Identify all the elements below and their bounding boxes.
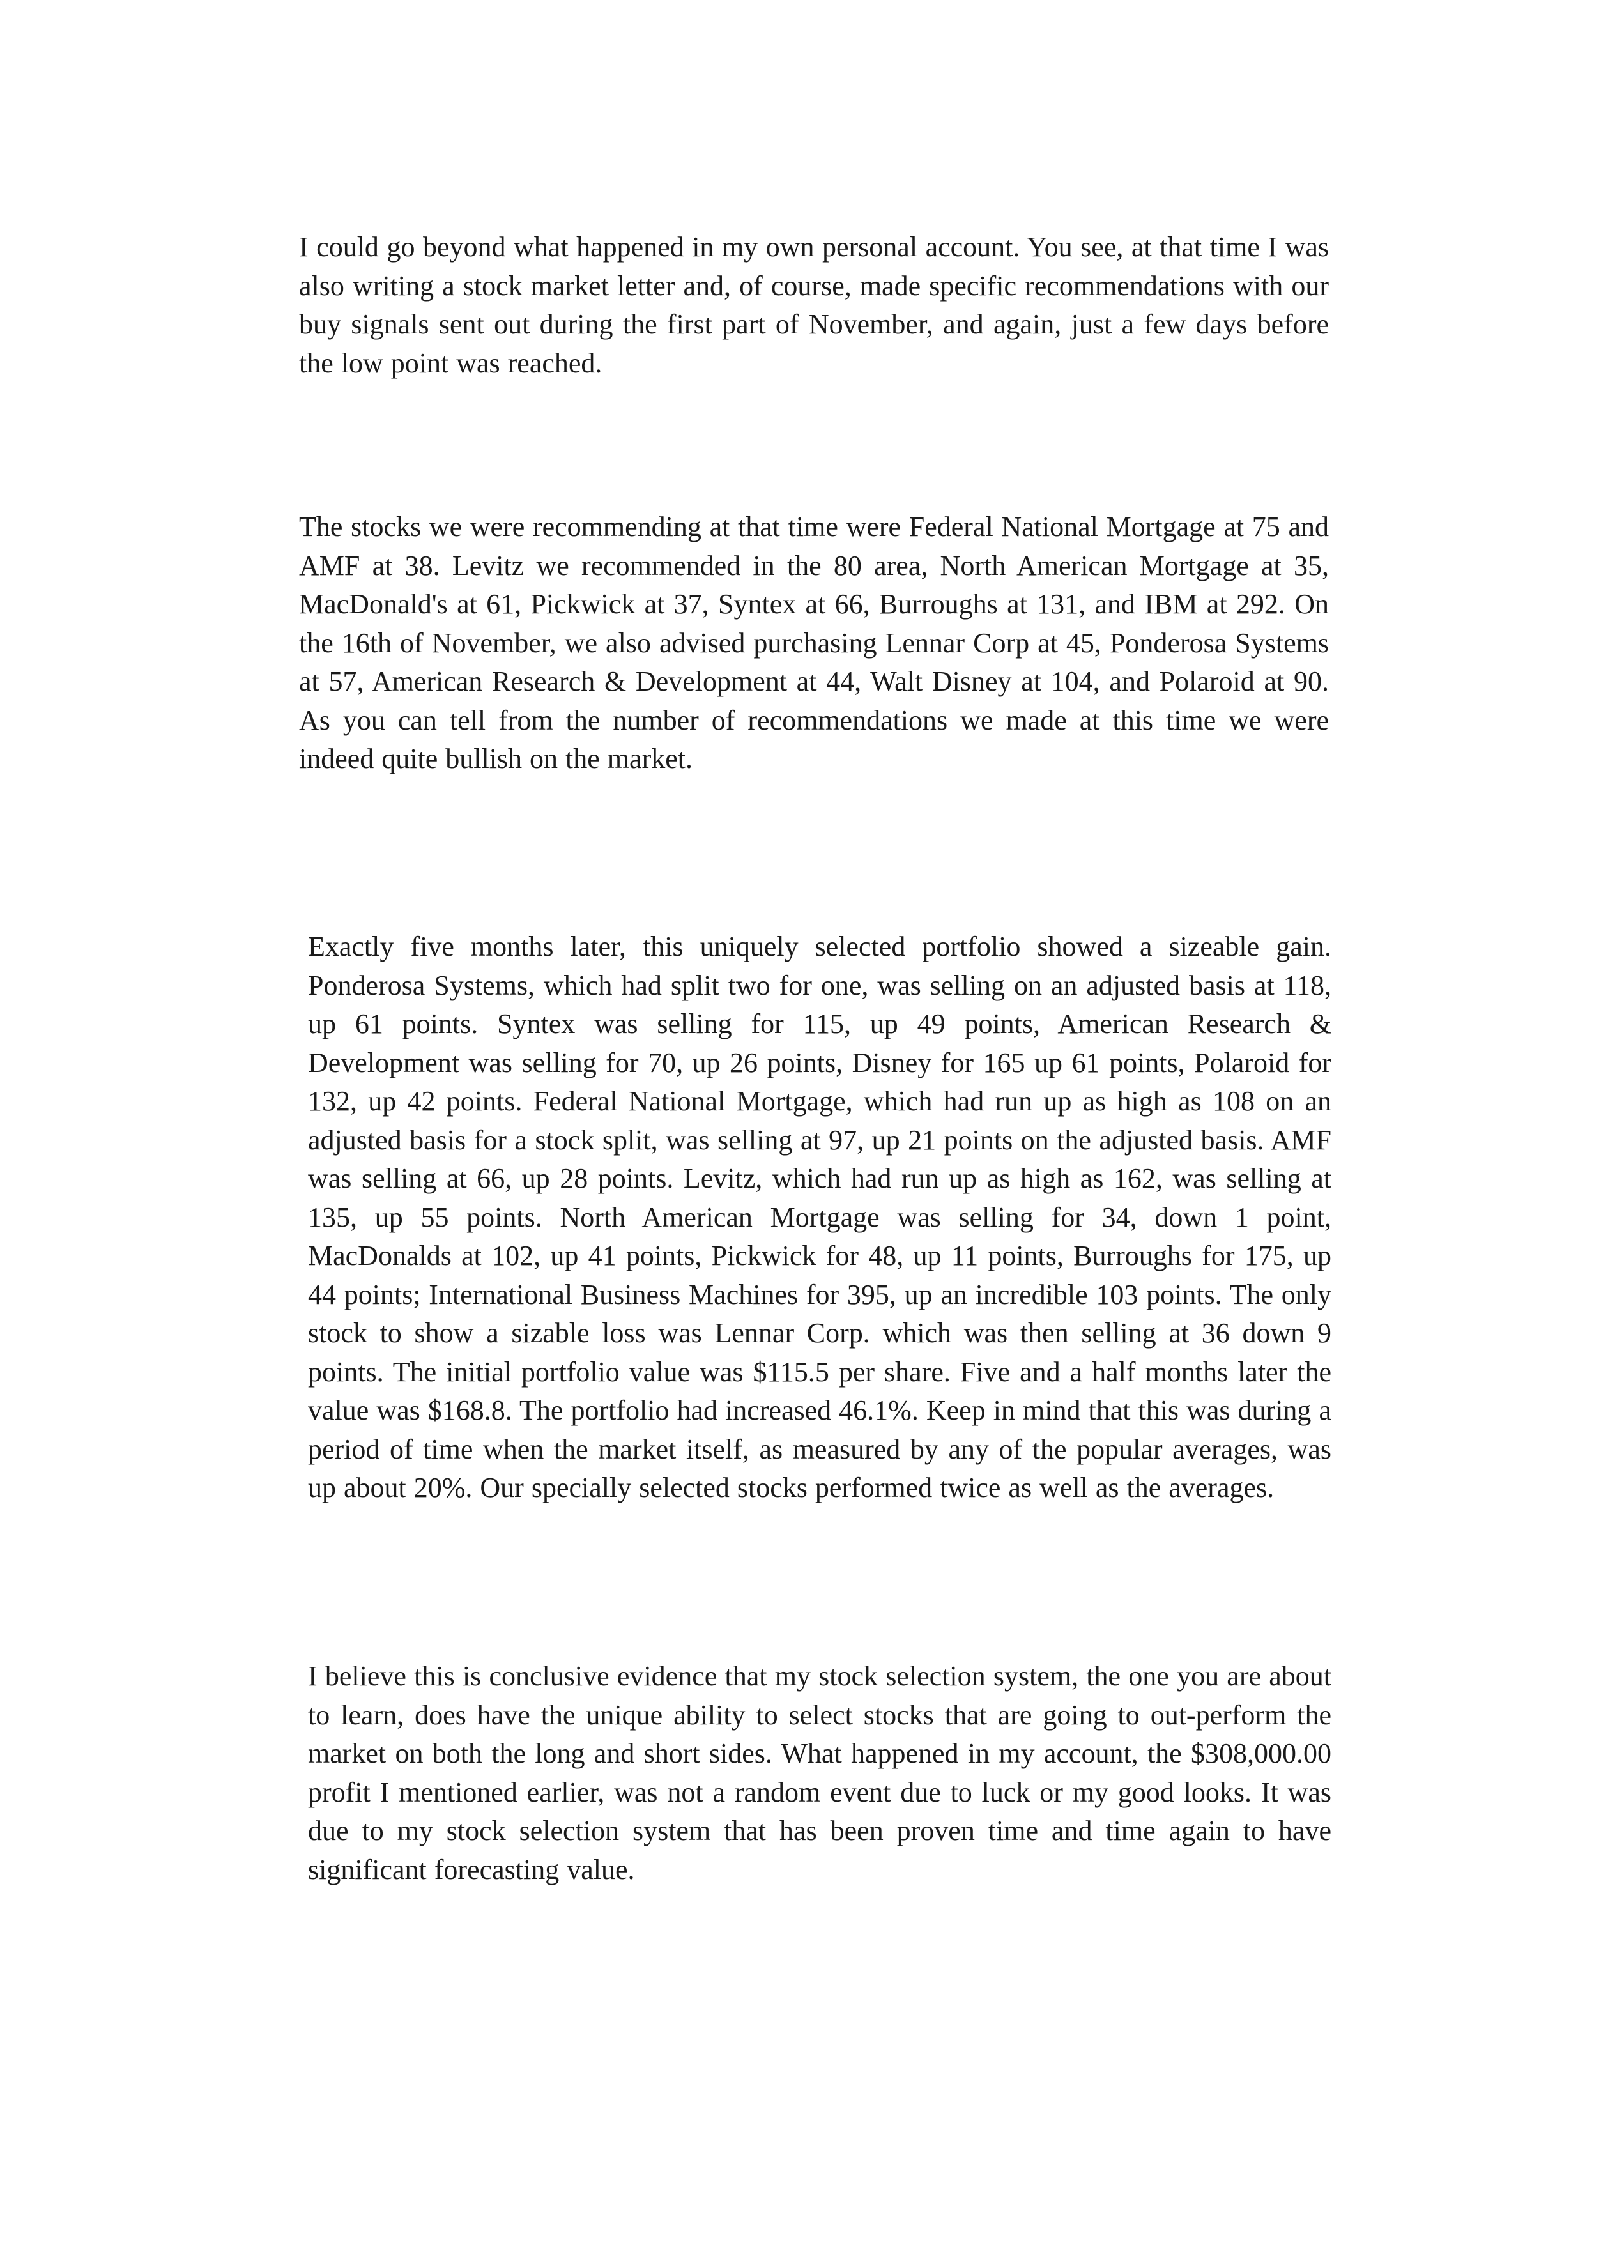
paragraph-portfolio-results: Exactly five months later, this uniquely selected portfolio showed a sizeable gain. Ponderosa Systems, which had split two for one, was selling on an adjusted basis at 118, up 61 points. Syntex was selling for 115, up 49 points, American Research & Development was selling for 70, up 26 points, Disney for 165 up 61 points, Polaroid for 132, up 42 points. Federal National Mortgage, which had run up as high as 108 on an adjusted basis for a stock split, was selling at 97, up 21 points on the adjusted basis. AMF was selling at 66, up 28 points. Levitz, which had run up as high as 162, was selling at 135, up 55 points. North American Mortgage was selling for 34, down 1 point, MacDonalds at 102, up 41 points, Pickwick for 48, up 11 points, Burroughs for 175, up 44 points; International Business Machines for 395, up an incredible 103 points. The only stock to show a sizable loss was Lennar Corp. which was then selling at 36 down 9 points. The initial portfolio value was $115.5 per share. Five and a half months later the value was $168.8. The portfolio had increased 46.1%. Keep in mind that this was during a period of time when the market itself, as measured by any of the popular averages, was up about 20%. Our specially selected stocks performed twice as well as the averages. — [308, 931, 1331, 1503]
paragraph-recommendations: The stocks we were recommending at that time were Federal National Mortgage at 75 and AMF at 38. Levitz we recommended in the 80 area, North American Mortgage at 35, MacDonald's at 61, Pickwick at 37, Syntex at 66, Burroughs at 131, and IBM at 292. On the 16th of November, we also advised purchasing Lennar Corp at 45, Ponderosa Systems at 57, American Research & Development at 44, Walt Disney at 104, and Polaroid at 90. As you can tell from the number of recommendations we made at this time we were indeed quite bullish on the market. — [299, 511, 1329, 774]
paragraph-personal-account: I could go beyond what happened in my own personal account. You see, at that time I was also writing a stock market letter and, of course, made specific recommendations with our buy signals sent out during the first part of November, and again, just a few days before the low point was reached. — [299, 231, 1329, 379]
paragraph-conclusion: I believe this is conclusive evidence that my stock selection system, the one you are about to learn, does have the unique ability to select stocks that are going to out-perform the market on both the long and short sides. What happened in my account, the $308,000.00 profit I mentioned earlier, was not a random event due to luck or my good looks. It was due to my stock selection system that has been proven time and time again to have significant forecasting value. — [308, 1660, 1331, 1885]
